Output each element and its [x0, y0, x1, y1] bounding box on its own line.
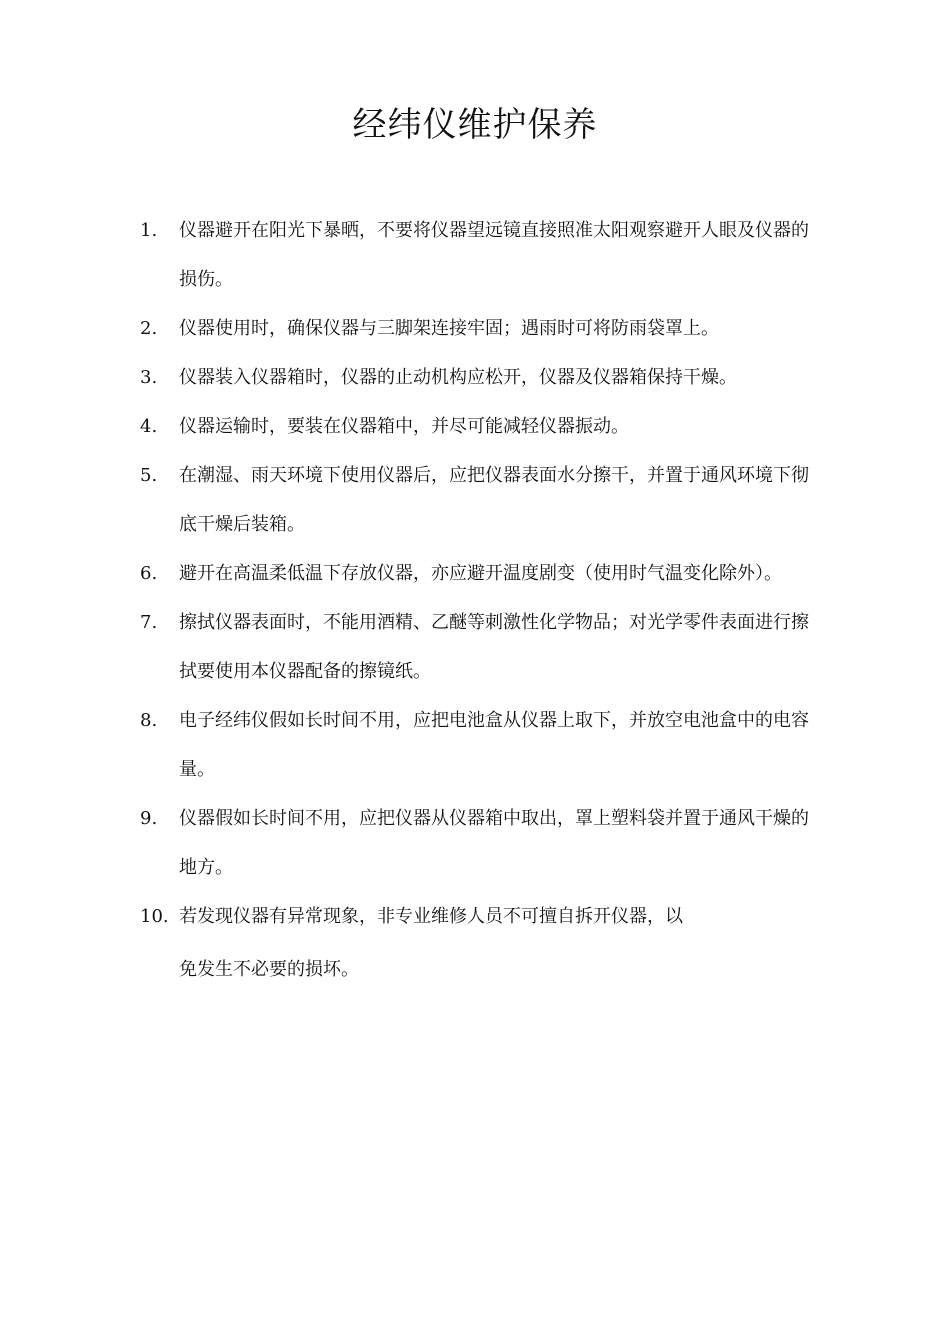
- item-text-continuation: 免发生不必要的损坏。: [179, 959, 359, 980]
- list-item: [140, 892, 820, 994]
- item-text: 在潮湿、雨天环境下使用仪器后，应把仪器表面水分擦干，并置于通风环境下彻底干燥后装箱。: [179, 465, 809, 535]
- list-item: [140, 402, 820, 451]
- list-item: [140, 696, 820, 794]
- item-text: 避开在高温柔低温下存放仪器，亦应避开温度剧变（使用时气温变化除外）。: [179, 563, 782, 584]
- item-number: 2.: [140, 318, 158, 339]
- item-text: 擦拭仪器表面时，不能用酒精、乙醚等刺激性化学物品；对光学零件表面进行擦拭要使用本仪器配备的擦镜纸。: [179, 612, 809, 682]
- item-text: 仪器假如长时间不用，应把仪器从仪器箱中取出，罩上塑料袋并置于通风干燥的地方。: [179, 808, 809, 878]
- page-title: 经纬仪维护保养: [352, 105, 598, 145]
- maintenance-list: [140, 206, 820, 994]
- list-item: [140, 206, 820, 304]
- list-item: [140, 549, 820, 598]
- list-item: [140, 353, 820, 402]
- item-text: 若发现仪器有异常现象，非专业维修人员不可擅自拆开仪器，以: [179, 906, 683, 927]
- list-item: [140, 304, 820, 353]
- item-text: 仪器装入仪器箱时，仪器的止动机构应松开，仪器及仪器箱保持干燥。: [179, 367, 737, 388]
- item-number: 5.: [140, 465, 158, 486]
- item-number: 8.: [140, 710, 158, 731]
- item-number: 3.: [140, 367, 158, 388]
- item-text: 仪器使用时，确保仪器与三脚架连接牢固；遇雨时可将防雨袋罩上。: [179, 318, 719, 339]
- item-text: 电子经纬仪假如长时间不用，应把电池盒从仪器上取下，并放空电池盒中的电容量。: [179, 710, 809, 780]
- item-number: 4.: [140, 416, 158, 437]
- item-number: 9.: [140, 808, 158, 829]
- list-item: [140, 598, 820, 696]
- item-number: 7.: [140, 612, 158, 633]
- item-number: 1.: [140, 220, 158, 241]
- list-item: [140, 451, 820, 549]
- list-item: [140, 794, 820, 892]
- item-number: 10.: [140, 906, 169, 927]
- item-text: 仪器避开在阳光下暴晒，不要将仪器望远镜直接照准太阳观察避开人眼及仪器的损伤。: [179, 220, 809, 290]
- item-number: 6.: [140, 563, 158, 584]
- item-text: 仪器运输时，要装在仪器箱中，并尽可能减轻仪器振动。: [179, 416, 629, 437]
